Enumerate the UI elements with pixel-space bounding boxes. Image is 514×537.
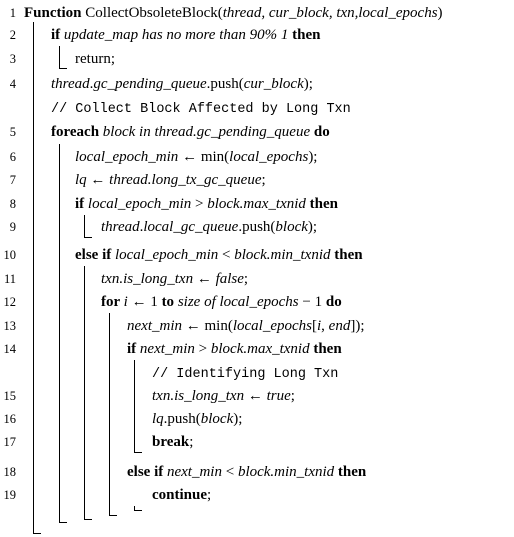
line-code bbox=[24, 2, 443, 24]
code-token: thread.long_tx_gc_queue bbox=[109, 172, 262, 188]
code-token: − 1 bbox=[298, 294, 326, 310]
code-token: block.min_txnid bbox=[237, 464, 335, 480]
code-token: ; bbox=[189, 434, 194, 450]
block-guide bbox=[84, 215, 85, 237]
code-token: next_min bbox=[127, 318, 182, 334]
code-token: local_epoch_min bbox=[75, 149, 179, 165]
code-token: .push( bbox=[206, 76, 244, 92]
keyword: for bbox=[101, 294, 124, 310]
algorithm-line bbox=[0, 385, 514, 407]
algorithm-line bbox=[0, 24, 514, 46]
code-comment: // Identifying Long Txn bbox=[152, 367, 339, 382]
block-guide-foot bbox=[134, 452, 142, 453]
line-number: 4 bbox=[9, 77, 16, 91]
code-token: update_map has no more than 90% 1 bbox=[63, 27, 289, 43]
code-token: , bbox=[321, 318, 329, 334]
line-code bbox=[75, 48, 115, 70]
line-code bbox=[152, 431, 193, 453]
keyword: do bbox=[325, 294, 342, 310]
code-token: ← min( bbox=[181, 318, 233, 334]
code-token: local_epoch_min bbox=[114, 247, 219, 263]
code-token: local_epochs bbox=[229, 149, 309, 165]
keyword: then bbox=[309, 341, 342, 357]
code-token: true bbox=[266, 388, 291, 404]
keyword: if bbox=[51, 27, 64, 43]
algorithm-line bbox=[0, 2, 514, 24]
code-token: . bbox=[139, 219, 144, 235]
line-code bbox=[75, 193, 338, 215]
line-code bbox=[127, 315, 365, 337]
algorithm-line bbox=[0, 244, 514, 266]
line-number: 15 bbox=[3, 389, 16, 403]
keyword: to bbox=[161, 294, 178, 310]
block-guide-foot bbox=[84, 237, 92, 238]
keyword: then bbox=[305, 196, 339, 212]
line-code bbox=[51, 97, 351, 121]
block-guide-foot bbox=[59, 68, 67, 69]
line-number: 7 bbox=[9, 173, 16, 187]
line-code bbox=[75, 169, 266, 191]
code-token: block.min_txnid bbox=[234, 247, 331, 263]
algorithm-line bbox=[0, 338, 514, 360]
code-token: ← bbox=[244, 388, 267, 404]
line-number: 8 bbox=[9, 197, 16, 211]
line-code bbox=[152, 362, 338, 386]
code-token: > bbox=[194, 341, 211, 357]
keyword: do bbox=[310, 124, 330, 140]
line-code bbox=[127, 461, 366, 483]
algorithm-line bbox=[0, 97, 514, 119]
code-token: block.max_txnid bbox=[210, 341, 310, 357]
keyword: continue bbox=[152, 487, 208, 503]
block-guide-foot bbox=[59, 522, 67, 523]
algorithm-line bbox=[0, 169, 514, 191]
code-token: block in thread.gc_pending_queue bbox=[102, 124, 311, 140]
code-token: ) bbox=[437, 5, 443, 21]
algorithm-line bbox=[0, 291, 514, 313]
block-guide bbox=[109, 313, 110, 515]
keyword: foreach bbox=[51, 124, 103, 140]
code-token: ; bbox=[261, 172, 266, 188]
algorithm-line bbox=[0, 362, 514, 384]
line-code bbox=[51, 73, 313, 95]
keyword: then bbox=[288, 27, 321, 43]
line-number: 14 bbox=[3, 342, 16, 356]
line-number: 19 bbox=[3, 488, 16, 502]
code-token: ; bbox=[207, 487, 212, 503]
block-guide bbox=[59, 46, 60, 68]
line-code bbox=[101, 216, 317, 238]
code-token: i bbox=[316, 318, 322, 334]
code-token: > bbox=[191, 196, 208, 212]
code-token: size of local_epochs bbox=[177, 294, 299, 310]
code-token: next_min bbox=[139, 341, 195, 357]
block-guide-foot bbox=[33, 533, 41, 534]
keyword: else if bbox=[75, 247, 115, 263]
line-number: 9 bbox=[9, 220, 16, 234]
code-token: false bbox=[215, 271, 244, 287]
keyword: then bbox=[334, 464, 367, 480]
code-token: lq bbox=[152, 411, 164, 427]
code-token: block.max_txnid bbox=[207, 196, 306, 212]
line-number: 17 bbox=[3, 435, 16, 449]
code-token: .push( bbox=[238, 219, 276, 235]
code-token: ); bbox=[308, 149, 318, 165]
block-guide bbox=[134, 360, 135, 452]
block-guide bbox=[59, 144, 60, 522]
keyword: then bbox=[330, 247, 363, 263]
code-token: ← 1 bbox=[127, 294, 162, 310]
code-token: block bbox=[200, 411, 234, 427]
code-token: end bbox=[328, 318, 351, 334]
line-number: 6 bbox=[9, 150, 16, 164]
code-token: .push( bbox=[163, 411, 201, 427]
code-token: next_min bbox=[166, 464, 222, 480]
algorithm-line bbox=[0, 461, 514, 483]
algorithm-line bbox=[0, 484, 514, 506]
line-code bbox=[152, 408, 242, 430]
algorithm-line bbox=[0, 73, 514, 95]
block-guide-foot bbox=[84, 519, 92, 520]
line-code bbox=[75, 146, 317, 168]
code-comment: // Collect Block Affected by Long Txn bbox=[51, 102, 351, 117]
code-token: CollectObsoleteBlock( bbox=[85, 5, 223, 21]
line-code bbox=[152, 385, 295, 407]
line-number: 2 bbox=[9, 28, 16, 42]
line-number: 16 bbox=[3, 412, 16, 426]
code-token: block bbox=[275, 219, 308, 235]
code-token: < bbox=[221, 464, 238, 480]
code-token: ; bbox=[290, 388, 295, 404]
code-token: ← min( bbox=[178, 149, 230, 165]
code-token: return; bbox=[75, 51, 115, 67]
line-number: 11 bbox=[3, 272, 16, 286]
code-token: ]); bbox=[350, 318, 365, 334]
code-token: ← bbox=[193, 271, 216, 287]
block-guide bbox=[84, 266, 85, 519]
block-guide bbox=[33, 22, 34, 533]
algorithm-line bbox=[0, 408, 514, 430]
code-token: txn.is_long_txn bbox=[152, 388, 245, 404]
code-token: local_epoch_min bbox=[87, 196, 192, 212]
line-code bbox=[101, 268, 248, 290]
code-token: ); bbox=[233, 411, 243, 427]
algorithm-line bbox=[0, 431, 514, 453]
code-token: ; bbox=[243, 271, 249, 287]
code-token: ← bbox=[86, 172, 110, 188]
code-token: . bbox=[89, 76, 94, 92]
keyword: Function bbox=[24, 5, 86, 21]
code-token: [ bbox=[311, 318, 317, 334]
code-token: local_epochs bbox=[232, 318, 312, 334]
keyword: else if bbox=[127, 464, 167, 480]
code-token: txn.is_long_txn bbox=[101, 271, 194, 287]
code-token: thread, cur_block, txn,local_epochs bbox=[222, 5, 438, 21]
line-code bbox=[127, 338, 342, 360]
algorithm-line bbox=[0, 216, 514, 238]
algorithm-line bbox=[0, 121, 514, 143]
line-code bbox=[51, 121, 330, 143]
code-token: lq bbox=[75, 172, 87, 188]
code-token: thread bbox=[101, 219, 140, 235]
line-number: 13 bbox=[3, 319, 16, 333]
line-number: 5 bbox=[9, 125, 16, 139]
algorithm-line bbox=[0, 193, 514, 215]
code-token: ); bbox=[307, 219, 318, 235]
code-token: thread bbox=[51, 76, 90, 92]
line-number: 10 bbox=[3, 248, 16, 262]
line-number: 12 bbox=[3, 295, 16, 309]
algorithm-line bbox=[0, 268, 514, 290]
keyword: break bbox=[152, 434, 190, 450]
keyword: if bbox=[75, 196, 88, 212]
line-code bbox=[75, 244, 363, 266]
code-token: gc_pending_queue bbox=[93, 76, 207, 92]
line-number: 1 bbox=[9, 6, 16, 20]
algorithm-line bbox=[0, 48, 514, 70]
line-code bbox=[51, 24, 320, 46]
code-token: i bbox=[123, 294, 128, 310]
code-token: < bbox=[218, 247, 235, 263]
code-token: cur_block bbox=[243, 76, 304, 92]
code-token: local_gc_queue bbox=[143, 219, 239, 235]
line-code bbox=[101, 291, 342, 313]
block-guide-foot bbox=[134, 510, 142, 511]
line-number: 18 bbox=[3, 465, 16, 479]
algorithm-line bbox=[0, 146, 514, 168]
code-token: ); bbox=[303, 76, 313, 92]
block-guide-foot bbox=[109, 515, 117, 516]
line-code bbox=[152, 484, 211, 506]
line-number: 3 bbox=[9, 52, 16, 66]
algorithm-line bbox=[0, 315, 514, 337]
keyword: if bbox=[127, 341, 140, 357]
